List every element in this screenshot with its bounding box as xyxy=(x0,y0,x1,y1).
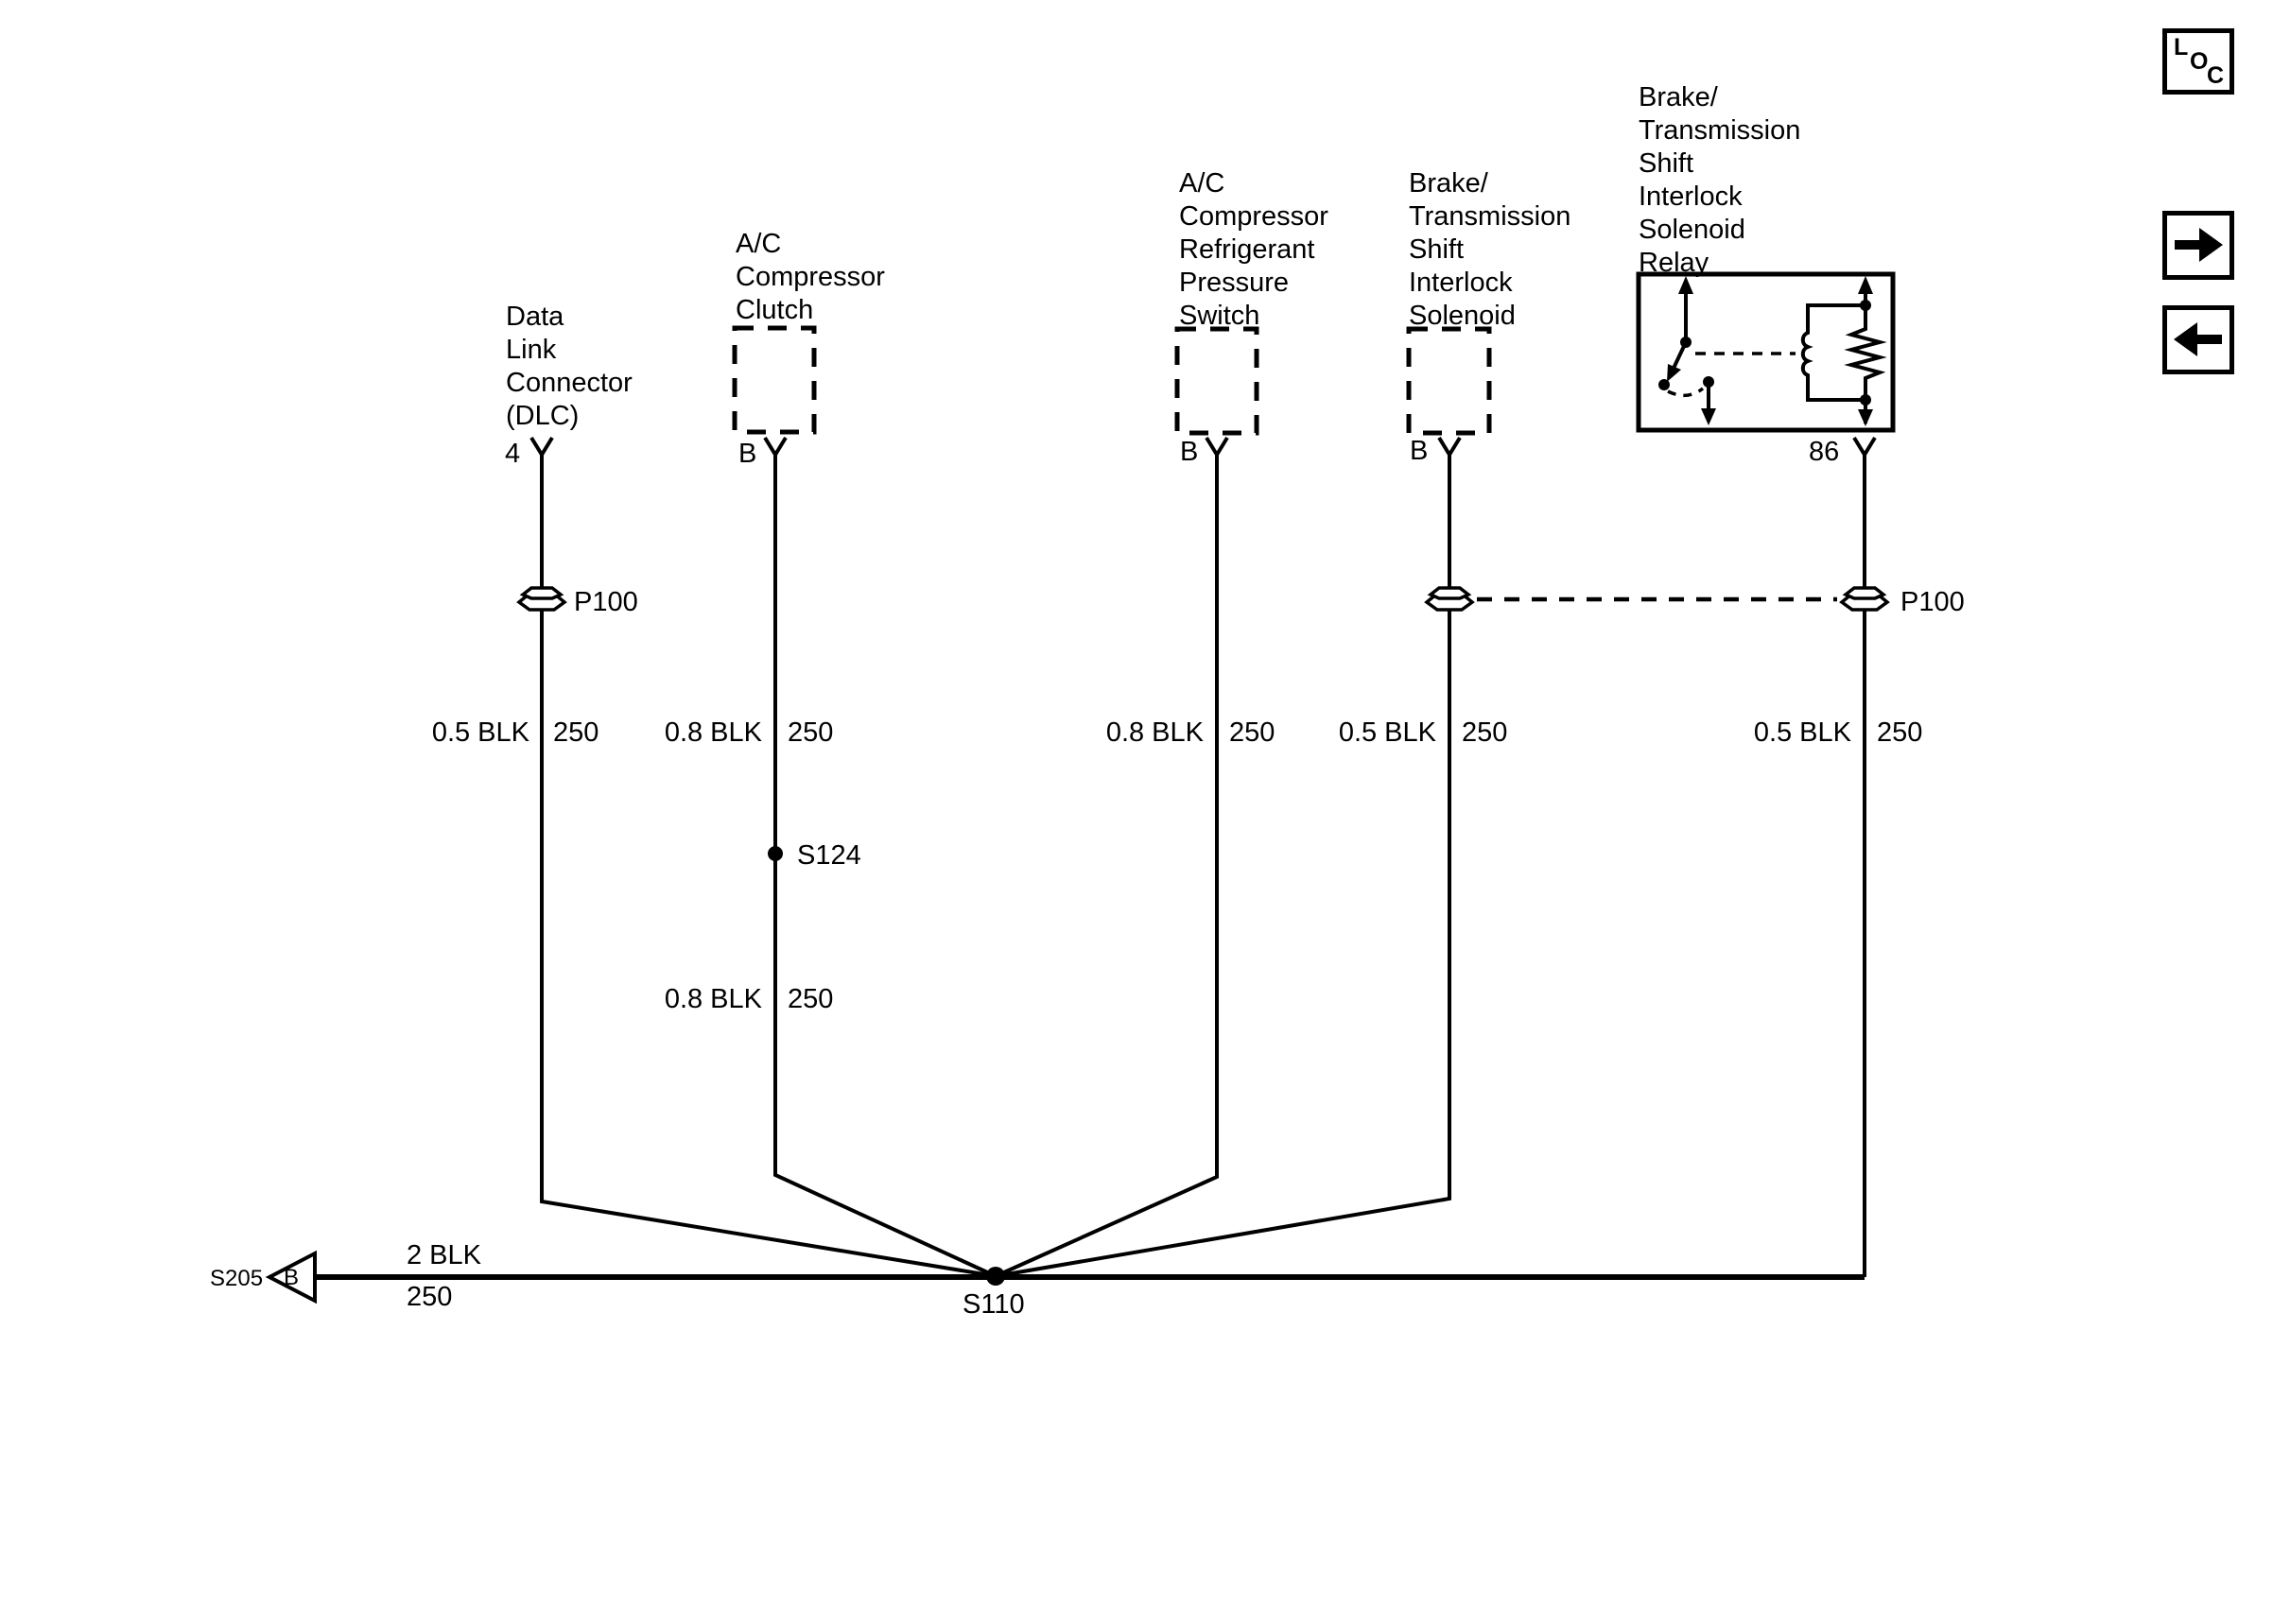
wire-gauge-clutch-upper: 0.8 BLK xyxy=(664,717,762,748)
btsi-relay-label-line: Relay xyxy=(1639,248,1709,278)
forward-arrow-button[interactable] xyxy=(2162,211,2234,280)
ground-wire-gauge: 2 BLK xyxy=(407,1240,481,1270)
p100-grommet-icon-solenoid xyxy=(1427,588,1472,610)
btsi-relay-pin: 86 xyxy=(1809,437,1840,467)
wire-gauge-pressure: 0.8 BLK xyxy=(1105,717,1204,748)
btsi-relay-label-line: Brake/ xyxy=(1639,82,1718,112)
btsi-solenoid-label-line: Shift xyxy=(1409,234,1465,265)
wire-circuit-clutch-lower: 250 xyxy=(788,984,834,1014)
dlc-label-line: Connector xyxy=(506,368,633,398)
dlc-label-line: (DLC) xyxy=(506,401,580,431)
pressure-switch-label-line: A/C xyxy=(1179,168,1225,199)
wire-dlc-to-s110 xyxy=(542,454,996,1276)
p100-label-left: P100 xyxy=(574,587,638,617)
wire-circuit-clutch-upper: 250 xyxy=(788,717,834,748)
wire-circuit-pressure: 250 xyxy=(1229,717,1275,748)
pressure-switch-label-line: Refrigerant xyxy=(1179,234,1315,265)
wire-gauge-relay: 0.5 BLK xyxy=(1753,717,1851,748)
wire-gauge-dlc: 0.5 BLK xyxy=(431,717,529,748)
pressure-switch-dashed-box xyxy=(1177,329,1257,433)
btsi-relay-label xyxy=(1639,81,1800,280)
ac-clutch-label-line: A/C xyxy=(736,229,782,259)
p100-grommet-icon-relay xyxy=(1842,588,1887,610)
ac-clutch-pin: B xyxy=(738,439,757,469)
loc-letter-c: C xyxy=(2207,62,2225,89)
p100-label-right: P100 xyxy=(1900,587,1965,617)
left-arrow-icon xyxy=(2167,310,2230,370)
right-arrow-icon xyxy=(2167,216,2230,275)
wire-gauge-clutch-lower: 0.8 BLK xyxy=(664,984,762,1014)
dlc-pin: 4 xyxy=(505,439,521,469)
pressure-switch-pin: B xyxy=(1180,437,1199,467)
btsi-relay-label-line: Solenoid xyxy=(1639,215,1745,245)
wire-solenoid-to-s110 xyxy=(996,454,1449,1276)
wire-circuit-dlc: 250 xyxy=(553,717,599,748)
wire-circuit-solenoid: 250 xyxy=(1462,717,1508,748)
ground-wire-circuit: 250 xyxy=(407,1282,453,1312)
ac-clutch-label-line: Compressor xyxy=(736,262,885,292)
wire-pressure-switch-to-s110 xyxy=(996,454,1217,1276)
btsi-solenoid-label-line: Transmission xyxy=(1409,201,1571,232)
wire-circuit-relay: 250 xyxy=(1877,717,1923,748)
splice-label-s124: S124 xyxy=(797,840,861,871)
btsi-solenoid-label xyxy=(1409,167,1570,333)
s205-pin: B xyxy=(284,1265,300,1290)
clutch-dashed-box xyxy=(735,328,814,432)
btsi-solenoid-label-line: Interlock xyxy=(1409,268,1513,298)
btsi-solenoid-label-line: Solenoid xyxy=(1409,301,1516,331)
splice-label-s110: S110 xyxy=(963,1289,1025,1320)
relay-symbol xyxy=(1639,274,1893,430)
splice-dot-s110 xyxy=(986,1267,1005,1286)
btsi-relay-label-line: Shift xyxy=(1639,148,1694,179)
terminal-fork-icons xyxy=(531,438,1875,455)
loc-letter-o: O xyxy=(2190,48,2209,75)
pressure-switch-label-line: Switch xyxy=(1179,301,1260,331)
loc-button[interactable] xyxy=(2162,28,2234,95)
solenoid-dashed-box xyxy=(1409,329,1489,433)
p100-grommet-icon-dlc xyxy=(519,588,564,610)
dlc-label xyxy=(506,301,633,433)
dlc-label-line: Link xyxy=(506,335,557,365)
pressure-switch-label xyxy=(1179,167,1328,333)
pressure-switch-label-line: Pressure xyxy=(1179,268,1290,298)
ac-clutch-label xyxy=(736,228,885,327)
wire-gauge-solenoid: 0.5 BLK xyxy=(1338,717,1436,748)
back-arrow-button[interactable] xyxy=(2162,305,2234,374)
btsi-solenoid-pin: B xyxy=(1410,436,1429,466)
ac-clutch-label-line: Clutch xyxy=(736,295,814,325)
splice-dot-s124 xyxy=(768,846,783,861)
btsi-relay-label-line: Interlock xyxy=(1639,181,1743,212)
dlc-label-line: Data xyxy=(506,302,564,332)
loc-letter-l: L xyxy=(2174,34,2189,60)
pressure-switch-label-line: Compressor xyxy=(1179,201,1328,232)
btsi-relay-label-line: Transmission xyxy=(1639,115,1801,146)
btsi-solenoid-label-line: Brake/ xyxy=(1409,168,1488,199)
splice-label-s205: S205 xyxy=(210,1266,264,1291)
